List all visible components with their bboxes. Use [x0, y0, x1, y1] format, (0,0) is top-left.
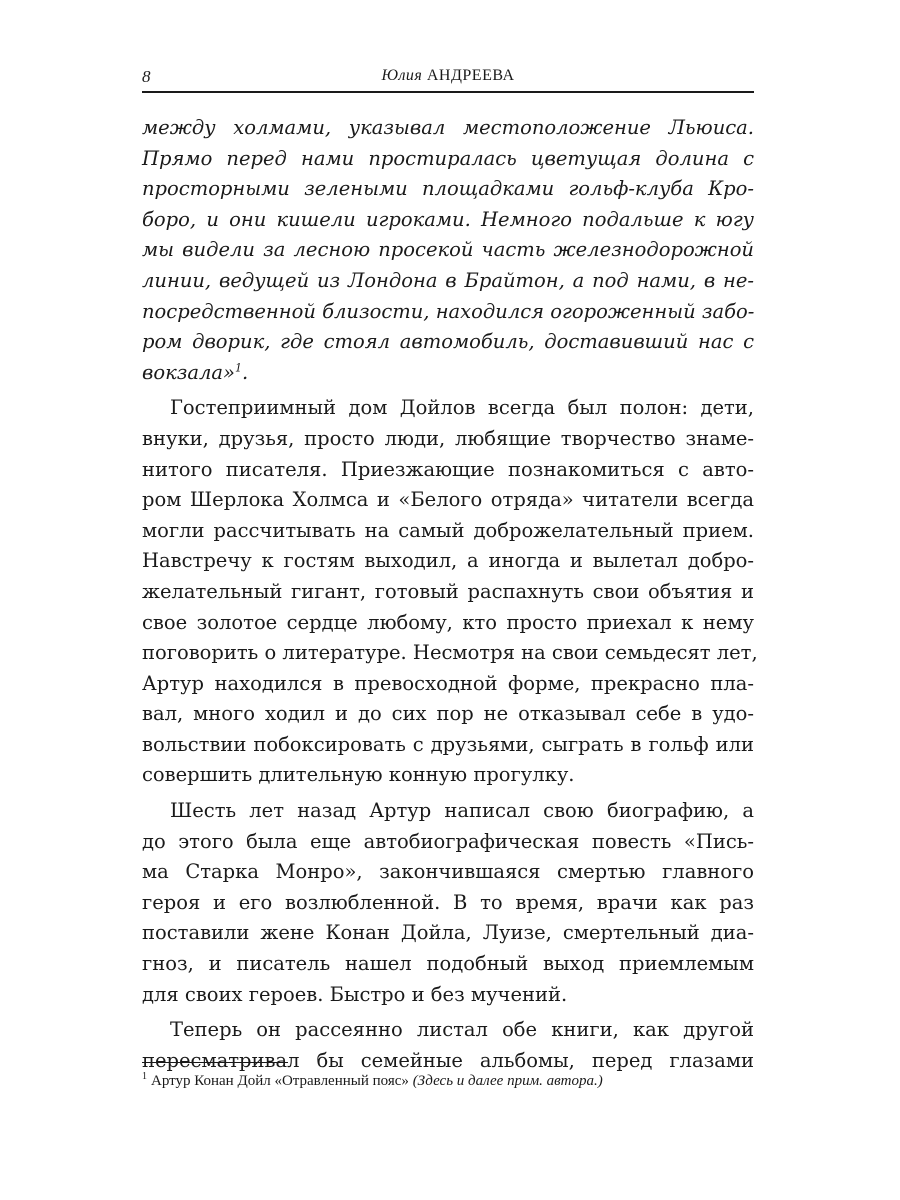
quote-last-text: вокзала» — [142, 360, 235, 384]
paragraph-line: Артур находился в превосходной форме, прекрасно пла- — [142, 671, 754, 695]
page-number: 8 — [142, 67, 151, 86]
quote-last-punct: . — [241, 360, 249, 384]
paragraph-line: до этого была еще автобиографическая повесть «Пись- — [142, 829, 754, 853]
quote-line: мы видели за лесною просекой часть железнодорожной — [142, 238, 754, 262]
paragraph-line: ром Шерлока Холмса и «Белого отряда» читатели всегда — [142, 488, 754, 512]
paragraph-line: вал, много ходил и до сих пор не отказывал себе в удо- — [142, 702, 754, 726]
running-head-author-last: АНДРЕЕВА — [426, 67, 515, 84]
quote-last-line — [142, 358, 754, 389]
running-head — [142, 67, 754, 85]
paragraph-line: для своих героев. Быстро и без мучений. — [142, 982, 568, 1006]
footnote-note: (Здесь и далее прим. автора.) — [412, 1073, 603, 1089]
paragraph-line: поговорить о литературе. Несмотря на свои семьдесят лет, — [142, 641, 758, 665]
quote-line: линии, ведущей из Лондона в Брайтон, а под нами, в не- — [142, 268, 754, 292]
paragraph-line: нитого писателя. Приезжающие познакомиться с авто- — [142, 457, 754, 481]
quote-line: просторными зелеными площадками гольф-клуба Кро- — [142, 177, 754, 201]
paragraph-line: внуки, друзья, просто люди, любящие творчество знаме- — [142, 426, 754, 450]
paragraph-line: вольствии побоксировать с друзьями, сыграть в гольф или — [142, 732, 754, 756]
paragraph-line: совершить длительную конную прогулку. — [142, 763, 575, 787]
paragraph-line: Шесть лет назад Артур написал свою биографию, а — [170, 799, 754, 823]
header-rule — [142, 91, 754, 93]
page-header — [142, 64, 754, 90]
quote-line: ром дворик, где стоял автомобиль, доставивший нас с — [142, 330, 754, 354]
paragraph-line: могли рассчитывать на самый доброжелательный прием. — [142, 518, 754, 542]
footnote — [142, 1071, 754, 1091]
footnote-rule — [142, 1062, 288, 1063]
paragraph-line: Навстречу к гостям выходил, а иногда и вылетал добро- — [142, 549, 754, 573]
paragraph-line: пересматривал бы семейные альбомы, перед глазами — [142, 1048, 754, 1072]
paragraph-line: поставили жене Конан Дойла, Луизе, смертельный диа- — [142, 921, 754, 945]
body-text — [142, 113, 758, 1076]
footnote-mark: 1 — [142, 1071, 147, 1082]
quote-line: боро, и они кишели игроками. Немного подальше к югу — [142, 207, 754, 231]
quote-line: Прямо перед нами простиралась цветущая долина с — [142, 146, 754, 170]
paragraph-line: гноз, и писатель нашел подобный выход приемлемым — [142, 952, 754, 976]
running-head-author-first: Юлия — [381, 67, 423, 84]
paragraph-biography — [142, 796, 754, 1010]
paragraph-books — [142, 1015, 754, 1076]
footnote-source: Артур Конан Дойл «Отравленный пояс» — [151, 1073, 409, 1089]
paragraph-line: ма Старка Монро», закончившаяся смертью главного — [142, 860, 754, 884]
footnote-reference: 1 — [234, 361, 242, 375]
paragraph-line: Гостеприимный дом Дойлов всегда был полон: дети, — [170, 396, 754, 420]
paragraph-hospitality — [142, 393, 758, 791]
paragraph-line: героя и его возлюбленной. В то время, врачи как раз — [142, 890, 754, 914]
quote-paragraph — [142, 113, 754, 388]
quote-line: между холмами, указывал местоположение Льюиса. — [142, 116, 754, 139]
quote-line: посредственной близости, находился огороженный забо- — [142, 299, 755, 323]
paragraph-line: свое золотое сердце любому, кто просто приехал к нему — [142, 610, 754, 634]
paragraph-line: Теперь он рассеянно листал обе книги, как другой — [170, 1018, 754, 1042]
paragraph-line: желательный гигант, готовый распахнуть свои объятия и — [142, 579, 754, 603]
